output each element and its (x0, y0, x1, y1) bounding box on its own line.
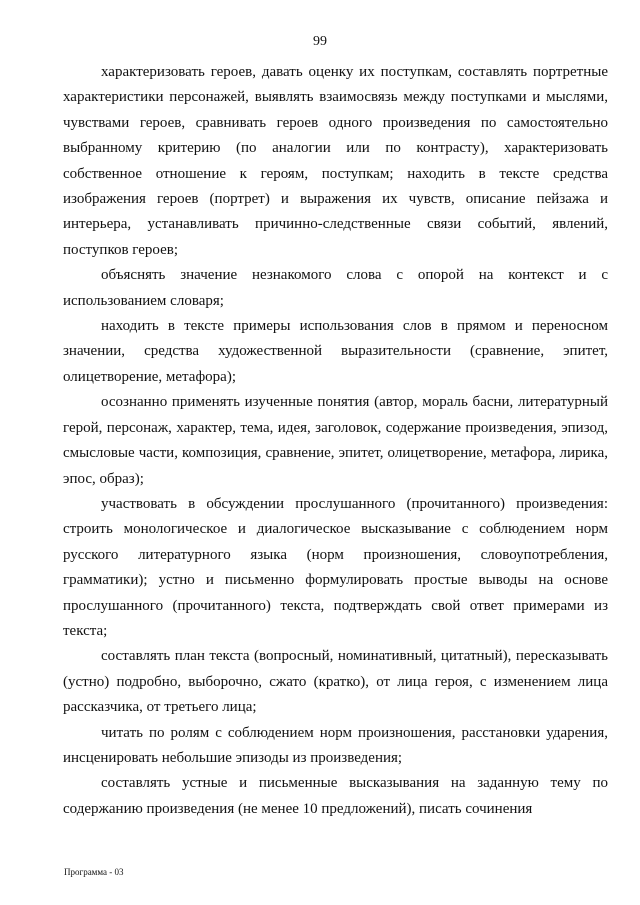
paragraph-participate-discussion: участвовать в обсуждении прослушанного (прочитанного) произведения: строить монологическое и диалогическое высказывание с соблюдением норм русского литературного языка (норм произношения, словоупотребления, грамматики); устно и письменно формулировать простые выводы на основе прослушанного (прочитанного) текста, подтверждать свой ответ примерами из текста; (63, 495, 608, 639)
paragraph-compose-plan: составлять план текста (вопросный, номинативный, цитатный), пересказывать (устно) подробно, выборочно, сжато (кратко), от лица героя, с изменением лица рассказчика, от третьего лица; (63, 648, 608, 716)
paragraph-read-by-roles: читать по ролям с соблюдением норм произношения, расстановки ударения, инсценировать небольшие эпизоды из произведения; (63, 724, 608, 766)
page-number: 99 (313, 34, 327, 49)
page-footer: Программа - 03 (64, 867, 124, 877)
paragraph-compose-statements: составлять устные и письменные высказывания на заданную тему по содержанию произведения (не менее 10 предложений), писать сочинения (63, 775, 608, 817)
paragraph-find-examples: находить в тексте примеры использования слов в прямом и переносном значении, средства художественной выразительности (сравнение, эпитет, олицетворение, метафора); (63, 318, 608, 385)
paragraph-explain-word: объяснять значение незнакомого слова с опорой на контекст и с использованием словаря; (63, 267, 608, 309)
paragraph-apply-concepts: осознанно применять изученные понятия (автор, мораль басни, литературный герой, персонаж, характер, тема, идея, заголовок, содержание произведения, эпизод, смысловые части, композиция, сравнение, эпитет, олицетворение, метафора, лирика, эпос, образ); (63, 394, 608, 487)
page-body (63, 60, 608, 822)
paragraph-characterize-heroes: характеризовать героев, давать оценку их поступкам, составлять портретные характеристики персонажей, выявлять взаимосвязь между поступками и мыслями, чувствами героев, сравнивать героев одного произведения по самостоятельно выбранному критерию (по аналогии или по контрасту), характеризовать собственное отношение к героям, поступкам; находить в тексте средства изображения героев (портрет) и выражения их чувств, описание пейзажа и интерьера, устанавливать причинно-следственные связи событий, явлений, поступков героев; (63, 64, 608, 258)
